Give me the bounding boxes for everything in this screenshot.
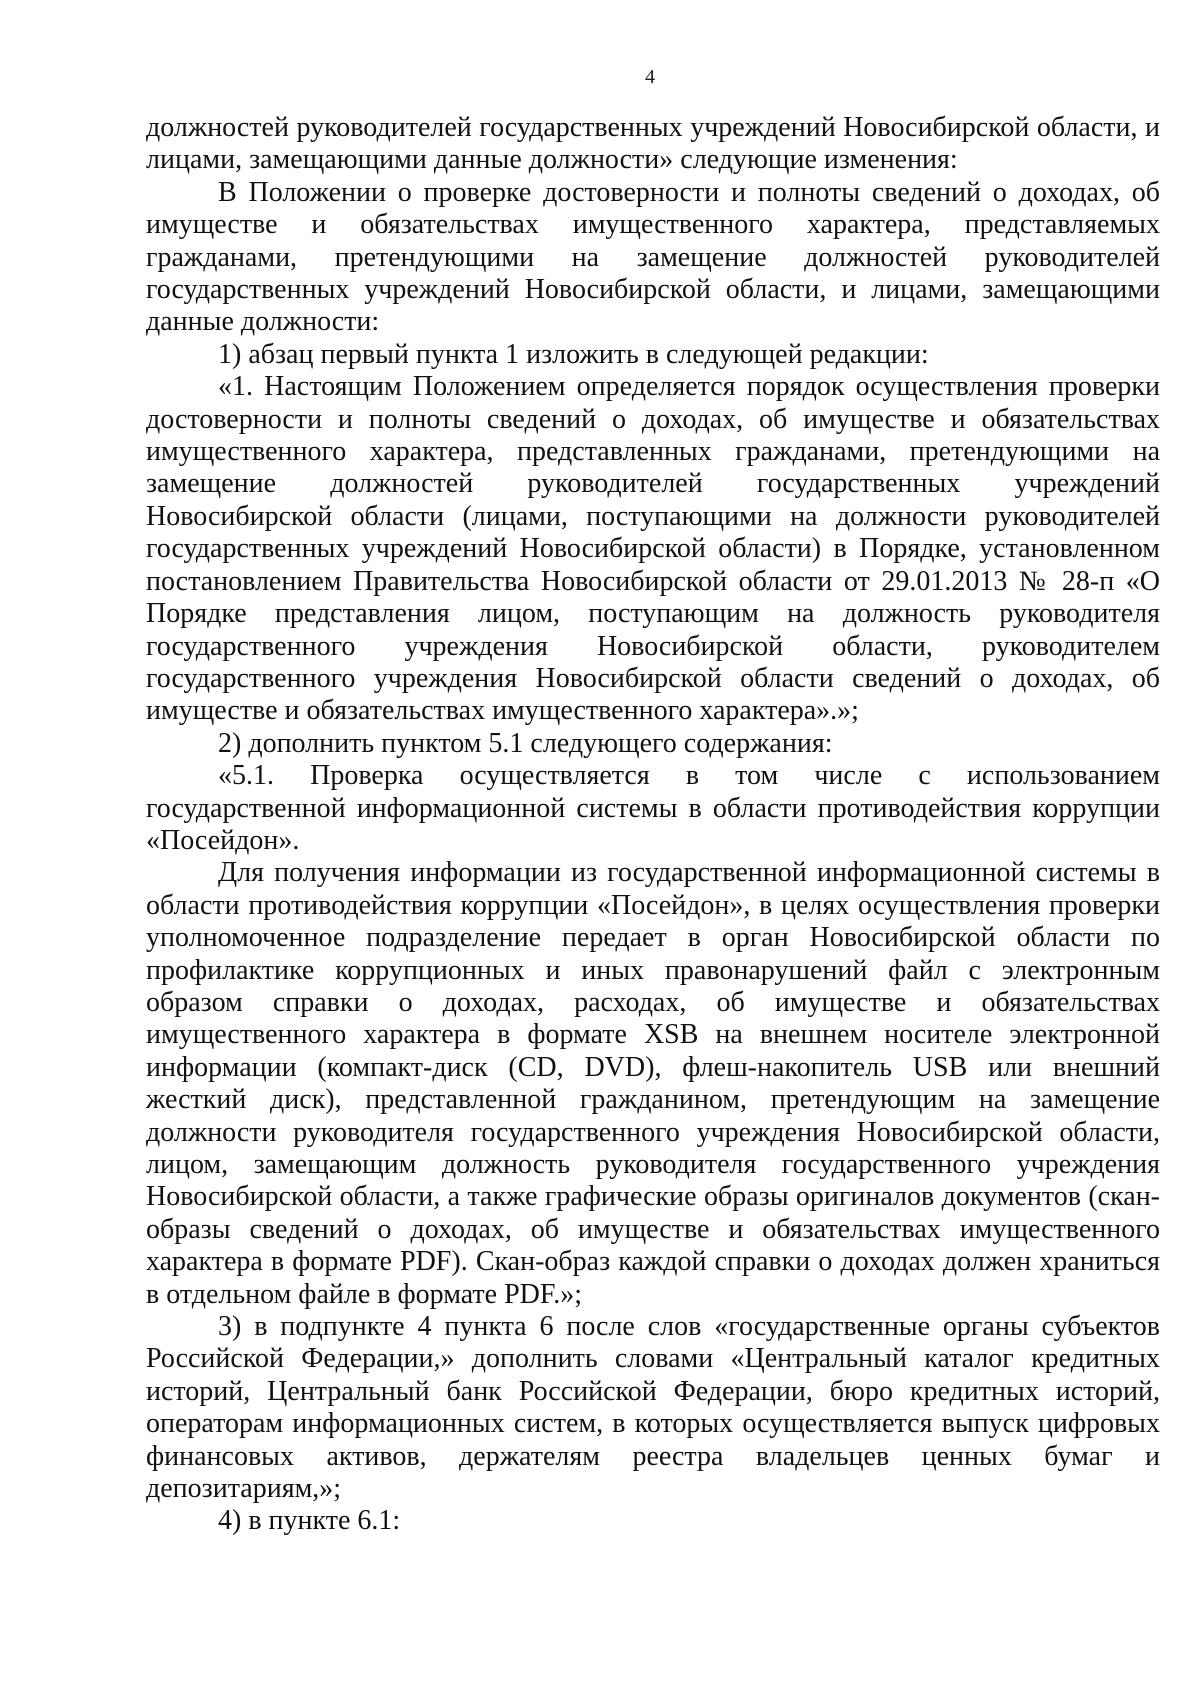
paragraph-item-1-text: «1. Настоящим Положением определяется порядок осуществления проверки достоверности и полноты сведений о доходах, об имуществе и обязательствах имущественного характера, представленных гражданами, претендующими на замещение должностей руководителей государственных учреждений Новосибирской области (лицами, поступающими на должности руководителей государственных учреждений Новосибирской области) в Порядке, установленном постановлением Правительства Новосибирской области от 29.01.2013 № 28-п «О Порядке представления лицом, поступающим на должность руководителя государственного учреждения Новосибирской области, руководителем государственного учреждения Новосибирской области сведений о доходах, об имуществе и обязательствах имущественного характера».»; — [146, 371, 1160, 727]
page-number: 4 — [645, 66, 655, 88]
paragraph-item-1: 1) абзац первый пункта 1 изложить в следующей редакции: — [218, 338, 929, 370]
document-body — [146, 112, 1160, 1538]
paragraph-item-4: 4) в пункте 6.1: — [218, 1505, 401, 1537]
paragraph-continuation: должностей руководителей государственных учреждений Новосибирской области, и лицами, замещающими данные должности» следующие изменения: — [146, 112, 1160, 176]
paragraph-item-3: 3) в подпункте 4 пункта 6 после слов «государственные органы субъектов Российской Федерации,» дополнить словами «Центральный каталог кредитных историй, Центральный банк Российской Федерации, бюро кредитных историй, операторам информационных систем, в которых осуществляется выпуск цифровых финансовых активов, держателям реестра владельцев ценных бумаг и депозитариям,»; — [146, 1311, 1160, 1505]
paragraph-poseidon-info: Для получения информации из государственной информационной системы в области противодействия коррупции «Посейдон», в целях осуществления проверки уполномоченное подразделение передает в орган Новосибирской области по профилактике коррупционных и иных правонарушений файл с электронным образом справки о доходах, расходах, об имуществе и обязательствах имущественного характера в формате XSB на внешнем носителе электронной информации (компакт-диск (CD, DVD), флеш-накопитель USB или внешний жесткий диск), представленной гражданином, претендующим на замещение должности руководителя государственного учреждения Новосибирской области, лицом, замещающим должность руководителя государственного учреждения Новосибирской области, а также графические образы оригиналов документов (скан-образы сведений о доходах, об имуществе и обязательствах имущественного характера в формате PDF). Скан-образ каждой справки о доходах должен храниться в отдельном файле в формате PDF.»; — [146, 857, 1160, 1310]
paragraph-item-5-1: «5.1. Проверка осуществляется в том числе с использованием государственной информационной системы в области противодействия коррупции «Посейдон». — [146, 760, 1160, 856]
paragraph-item-2: 2) дополнить пунктом 5.1 следующего содержания: — [218, 727, 833, 759]
paragraph-regulation-intro: В Положении о проверке достоверности и полноты сведений о доходах, об имуществе и обязательствах имущественного характера, представляемых гражданами, претендующими на замещение должностей руководителей государственных учреждений Новосибирской области, и лицами, замещающими данные должности: — [146, 176, 1160, 338]
